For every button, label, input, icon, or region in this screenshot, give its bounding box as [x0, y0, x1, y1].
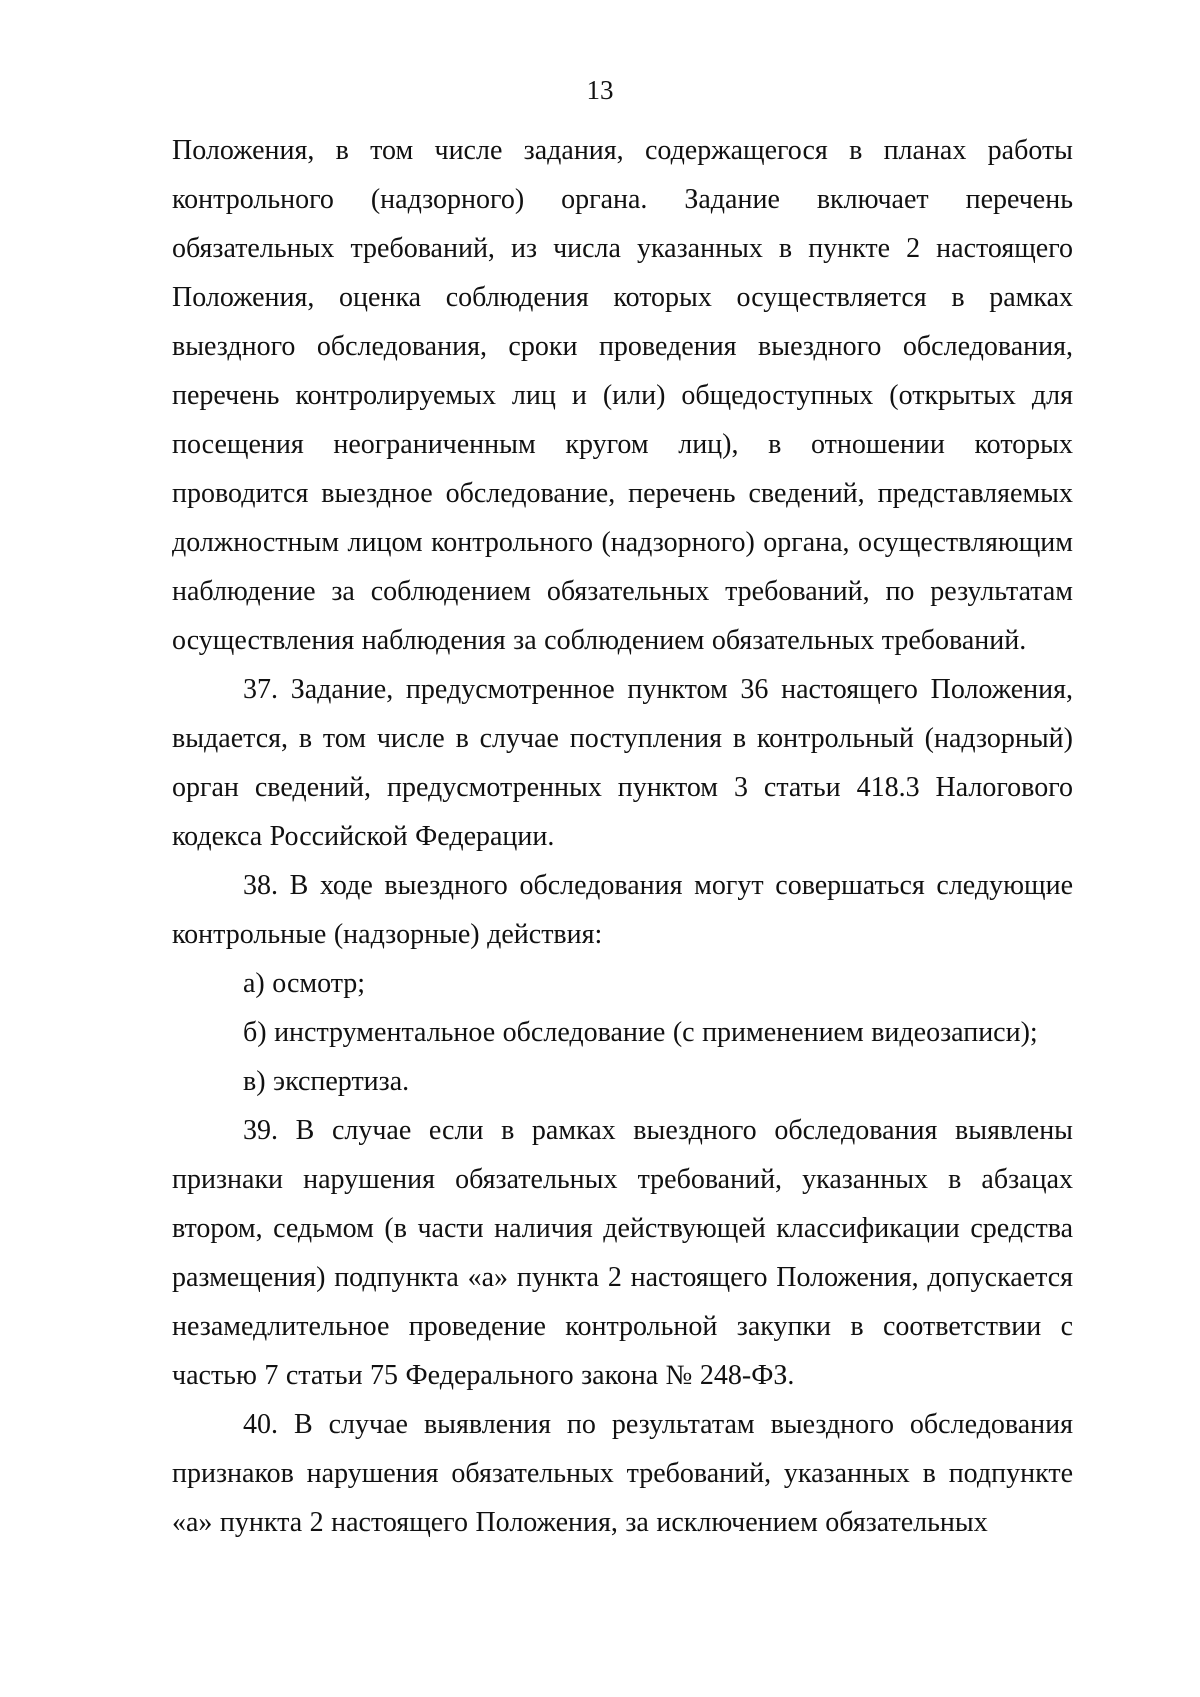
paragraph-39: 39. В случае если в рамках выездного обследования выявлены признаки нарушения обязательных требований, указанных в абзацах втором, седьмом (в части наличия действующей классификации средства размещения) подпункта «а» пункта 2 настоящего Положения, допускается незамедлительное проведение контрольной закупки в соответствии с частью 7 статьи 75 Федерального закона № 248-ФЗ. — [172, 1115, 1073, 1391]
list-item-a: а) осмотр; — [243, 968, 366, 999]
paragraph-38: 38. В ходе выездного обследования могут совершаться следующие контрольные (надзорные) действия: — [172, 870, 1073, 950]
document-body — [172, 126, 1073, 1547]
list-item-b: б) инструментальное обследование (с применением видеозаписи); — [243, 1017, 1038, 1048]
list-item-c: в) экспертиза. — [243, 1066, 410, 1097]
paragraph-40: 40. В случае выявления по результатам выездного обследования признаков нарушения обязательных требований, указанных в подпункте «а» пункта 2 настоящего Положения, за исключением обязательных — [172, 1409, 1073, 1538]
paragraph-continuation: Положения, в том числе задания, содержащегося в планах работы контрольного (надзорного) органа. Задание включает перечень обязательных требований, из числа указанных в пункте 2 настоящего Положения, оценка соблюдения которых осуществляется в рамках выездного обследования, сроки проведения выездного обследования, перечень контролируемых лиц и (или) общедоступных (открытых для посещения неограниченным кругом лиц), в отношении которых проводится выездное обследование, перечень сведений, представляемых должностным лицом контрольного (надзорного) органа, осуществляющим наблюдение за соблюдением обязательных требований, по результатам осуществления наблюдения за соблюдением обязательных требований. — [172, 135, 1073, 656]
page-number: 13 — [586, 75, 614, 105]
paragraph-37: 37. Задание, предусмотренное пунктом 36 настоящего Положения, выдается, в том числе в случае поступления в контрольный (надзорный) орган сведений, предусмотренных пунктом 3 статьи 418.3 Налогового кодекса Российской Федерации. — [172, 674, 1073, 852]
